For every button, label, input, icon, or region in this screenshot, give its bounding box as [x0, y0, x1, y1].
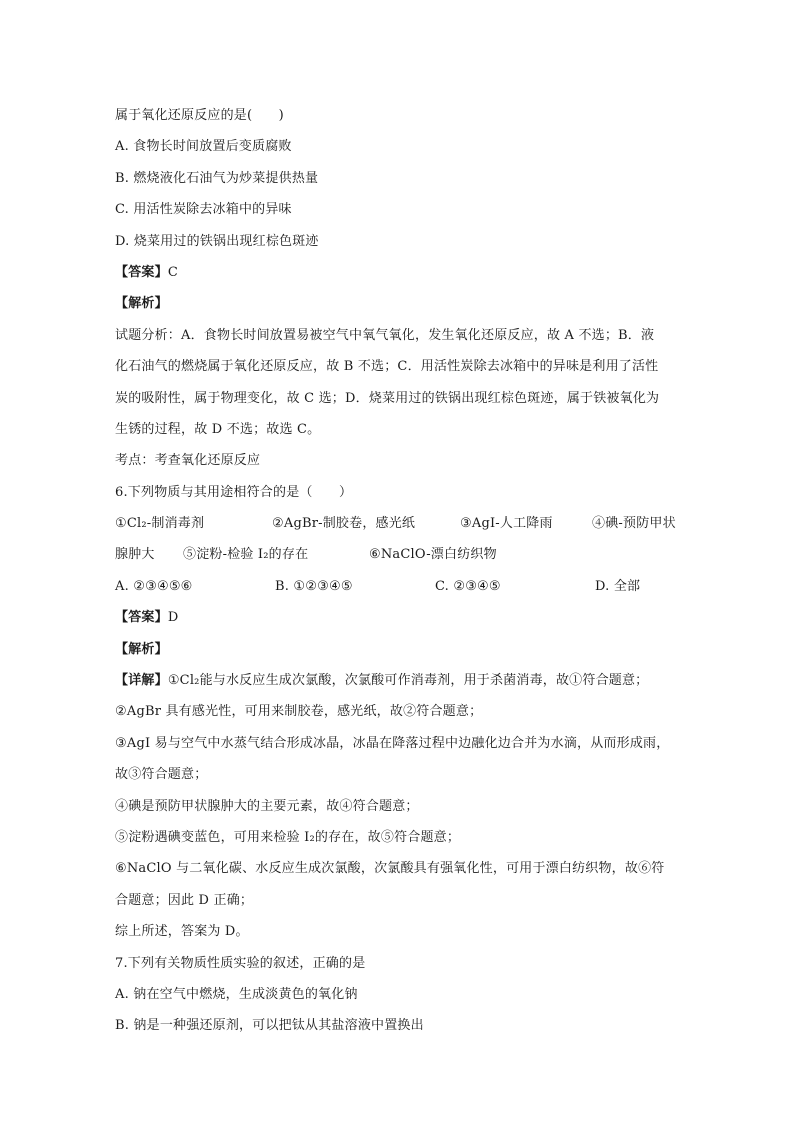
q6-option-b: B. ①②③④⑤: [275, 578, 353, 594]
q5-option-a: A. 食物长时间放置后变质腐败: [115, 139, 292, 155]
q7-stem: 7.下列有关物质性质实验的叙述，正确的是: [115, 955, 366, 971]
q6-item: ②AgBr-制胶卷，感光纸: [272, 516, 416, 532]
q6-item: 腺肿大: [115, 547, 155, 563]
q6-detail-line: ⑤淀粉遇碘变蓝色，可用来检验 I₂的存在，故⑤符合题意；: [115, 829, 461, 845]
q6-detail-line: 综上所述，答案为 D。: [115, 924, 249, 940]
q5-analysis-line: 生锈的过程，故 D 不选；故选 C。: [115, 421, 321, 437]
q5-analysis-line: 化石油气的燃烧属于氧化还原反应，故 B 不选；C．用活性炭除去冰箱中的异味是利用了活性: [115, 359, 659, 375]
q6-stem: 6.下列物质与其用途相符合的是（ ）: [115, 484, 353, 500]
q6-option-d: D. 全部: [595, 578, 641, 594]
q6-detail-line: ④碘是预防甲状腺肿大的主要元素，故④符合题意；: [115, 798, 419, 814]
q5-kaodian: 考点：考查氧化还原反应: [115, 453, 261, 469]
answer-label: 【答案】: [115, 264, 168, 280]
detail-label: 【详解】: [115, 673, 168, 689]
q7-option-a: A. 钠在空气中燃烧，生成淡黄色的氧化钠: [115, 986, 358, 1002]
q5-option-c: C. 用活性炭除去冰箱中的异味: [115, 202, 292, 218]
q6-option-a: A. ②③④⑤⑥: [115, 578, 193, 594]
q6-answer: [115, 602, 685, 633]
q5-analysis-label: 【解析】: [115, 296, 168, 312]
detail-text: ①Cl₂能与水反应生成次氯酸，次氯酸可作消毒剂，用于杀菌消毒，故①符合题意；: [167, 673, 649, 689]
answer-label: 【答案】: [115, 610, 168, 626]
q5-stem: 属于氧化还原反应的是( ): [115, 108, 284, 123]
answer-value: D: [167, 610, 179, 626]
q5-option-b: B. 燃烧液化石油气为炒菜提供热量: [115, 170, 319, 186]
q6-detail-line: ⑥NaClO 与二氧化碳、水反应生成次氯酸，次氯酸具有强氧化性，可用于漂白纺织物，故⑥符: [115, 861, 665, 877]
document-page: [115, 100, 685, 1042]
q6-items-row: [115, 539, 685, 570]
q6-options-row: [115, 571, 685, 602]
q7-option-b: B. 钠是一种强还原剂，可以把钛从其盐溶液中置换出: [115, 1018, 424, 1034]
q6-item: ⑥NaClO-漂白纺织物: [369, 547, 497, 563]
q6-item: ④碘-预防甲状: [592, 516, 676, 532]
q6-item: ①Cl₂-制消毒剂: [115, 516, 205, 532]
q6-detail-line: [115, 665, 685, 696]
q6-detail-line: 故③符合题意；: [115, 767, 208, 783]
q5-answer: [115, 257, 685, 288]
q6-items-row: [115, 508, 685, 539]
answer-value: C: [167, 264, 178, 280]
q6-detail-line: ②AgBr 具有感光性，可用来制胶卷，感光纸，故②符合题意；: [115, 704, 483, 720]
q6-analysis-label: 【解析】: [115, 641, 168, 657]
q6-option-c: C. ②③④⑤: [435, 578, 501, 594]
q5-option-d: D. 烧菜用过的铁锅出现红棕色斑迹: [115, 233, 319, 249]
q6-item: ⑤淀粉-检验 I₂的存在: [183, 547, 309, 563]
q5-analysis-line: 炭的吸附性，属于物理变化，故 C 选；D．烧菜用过的铁锅出现红棕色斑迹，属于铁被氧化为: [115, 390, 660, 406]
q5-analysis-line: 试题分析：A．食物长时间放置易被空气中氧气氧化，发生氧化还原反应，故 A 不选；B．液: [115, 327, 655, 343]
q6-detail-line: ③AgI 易与空气中水蒸气结合形成冰晶，冰晶在降落过程中边融化边合并为水滴，从而形成雨，: [115, 735, 670, 751]
q6-detail-line: 合题意；因此 D 正确；: [115, 892, 254, 908]
q6-item: ③AgI-人工降雨: [460, 516, 553, 532]
